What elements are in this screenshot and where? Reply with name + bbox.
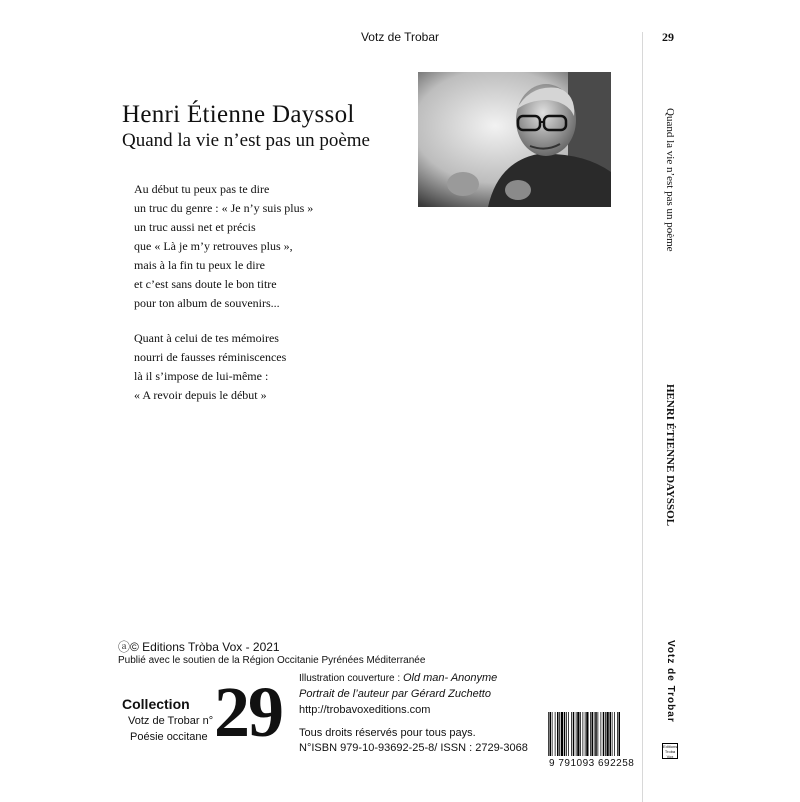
isbn-issn: N°ISBN 979-10-93692-25-8/ ISSN : 2729-3068 <box>299 742 528 754</box>
barcode-bar <box>601 712 602 756</box>
barcode-bar <box>586 712 588 756</box>
poem-line: Au début tu peux pas te dire <box>134 182 270 196</box>
barcode-bar <box>550 712 552 756</box>
barcode-bar <box>612 712 613 756</box>
barcode-bar <box>576 712 577 756</box>
page-number: 29 <box>662 30 674 44</box>
illustration-credit <box>299 672 497 684</box>
barcode-bar <box>583 712 584 756</box>
barcode-bar <box>619 712 621 756</box>
spine-title: Quand la vie n’est pas un poème <box>664 108 676 252</box>
barcode-bar <box>603 712 605 756</box>
poem-line: pour ton album de souvenirs... <box>134 296 280 310</box>
poem-line: Quant à celui de tes mémoires <box>134 331 279 345</box>
barcode-bar <box>610 712 612 756</box>
barcode-bar <box>594 712 595 756</box>
illustration-credit-prefix: Illustration couverture : <box>299 673 403 684</box>
barcode-bar <box>561 712 563 756</box>
barcode-bar <box>614 712 615 756</box>
barcode-bar <box>566 712 567 756</box>
barcode-bar <box>595 712 597 756</box>
barcode-bar <box>577 712 579 756</box>
poem-line: nourri de fausses réminiscences <box>134 350 287 364</box>
poem-line: un truc du genre : « Je n’y suis plus » <box>134 201 314 215</box>
spine-collection: Votz de Trobar <box>665 640 676 723</box>
barcode-bar <box>607 712 609 756</box>
author-name: Henri Étienne Dayssol <box>122 101 355 128</box>
spine-divider <box>642 32 643 802</box>
barcode-bar <box>557 712 559 756</box>
publisher-logo: Editions Troba Vox <box>663 744 678 759</box>
poem-line: que « Là je m’y retrouves plus », <box>134 239 293 253</box>
poem-line: « A revoir depuis le début » <box>134 388 267 402</box>
portrait-illustration <box>418 72 611 207</box>
spine-author: HENRI ÉTIENNE DAYSSOL <box>664 384 676 527</box>
barcode-bar <box>605 712 606 756</box>
portrait-credit: Portrait de l’auteur par Gérard Zuchetto <box>299 688 491 700</box>
barcode-bar <box>573 712 575 756</box>
barcode-bar <box>564 712 566 756</box>
poem <box>134 180 313 405</box>
barcode-bar <box>552 712 553 756</box>
poem-line: là il s’impose de lui-même : <box>134 369 269 383</box>
isbn-barcode <box>547 712 622 756</box>
barcode-bar <box>571 712 572 756</box>
barcode-bar <box>598 712 599 756</box>
barcode-bar <box>592 712 594 756</box>
book-title: Quand la vie n’est pas un poème <box>122 130 370 151</box>
collection-number: 29 <box>214 672 282 752</box>
barcode-bar <box>548 712 549 756</box>
barcode-number: 9 791093 692258 <box>549 758 635 769</box>
author-portrait-photo <box>418 72 611 207</box>
collection-genre: Poésie occitane <box>130 731 208 743</box>
publisher-website[interactable]: http://trobavoxeditions.com <box>299 704 431 716</box>
rights-notice: Tous droits réservés pour tous pays. <box>299 727 476 739</box>
collection-label: Collection <box>122 696 190 712</box>
running-header-title: Votz de Trobar <box>360 30 440 44</box>
poem-line: mais à la fin tu peux le dire <box>134 258 265 272</box>
barcode-bar <box>580 712 581 756</box>
barcode-bar <box>585 712 586 756</box>
poem-line: un truc aussi net et précis <box>134 220 256 234</box>
poem-line: et c’est sans doute le bon titre <box>134 277 277 291</box>
barcode-bar <box>559 712 560 756</box>
copyright-notice: ⓐ© Editions Tròba Vox - 2021 <box>118 640 280 654</box>
barcode-bar <box>590 712 591 756</box>
barcode-bar <box>617 712 618 756</box>
illustration-credit-title: Old man- Anonyme <box>402 672 498 684</box>
barcode-bar <box>555 712 556 756</box>
support-notice: Publié avec le soutien de la Région Occitanie Pyrénées Méditerranée <box>118 655 426 666</box>
collection-name: Votz de Trobar n° <box>128 715 214 727</box>
barcode-bar <box>568 712 569 756</box>
